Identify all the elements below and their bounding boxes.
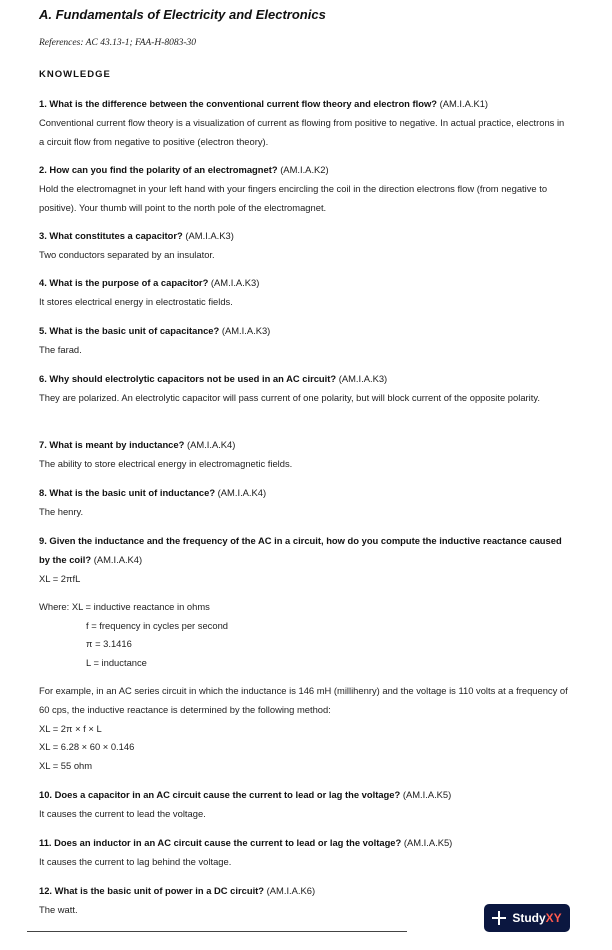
question-1: 1. What is the difference between the conventional current flow theory and electron flow? [39,98,437,109]
question-3: 3. What constitutes a capacitor? [39,230,183,241]
qa-item-6 [39,370,571,408]
brand-name [512,911,561,925]
qa-item-7 [39,436,571,474]
question-6-code: (AM.I.A.K3) [338,373,388,384]
brand-main: Study [512,911,546,925]
question-11: 11. Does an inductor in an AC circuit cause the current to lead or lag the voltage? [39,837,402,848]
definition-l: L = inductance [86,656,147,668]
qa-item-5 [39,322,571,360]
question-12-code: (AM.I.A.K6) [266,885,316,896]
definition-f: f = frequency in cycles per second [86,619,229,631]
example-intro: For example, in an AC series circuit in which the inductance is 146 mH (millihenry) and the voltage is 110 volts at a frequency of 60 cps, the inductive reactance is determined by the following method: [39,685,568,715]
answer-11: It causes the current to lag behind the voltage. [39,855,232,867]
question-8: 8. What is the basic unit of inductance? [39,487,216,498]
qa-item-4 [39,274,571,312]
definition-xl: Where: XL = inductive reactance in ohms [39,601,210,612]
answer-4: It stores electrical energy in electrostatic fields. [39,295,233,307]
question-12: 12. What is the basic unit of power in a DC circuit? [39,885,265,896]
question-4: 4. What is the purpose of a capacitor? [39,277,209,288]
question-10-code: (AM.I.A.K5) [402,789,452,800]
qa-item-10 [39,786,571,824]
question-4-code: (AM.I.A.K3) [210,277,260,288]
qa-item-11 [39,834,571,872]
question-9-code: (AM.I.A.K4) [93,553,143,565]
knowledge-heading: KNOWLEDGE [39,69,111,80]
answer-7: The ability to store electrical energy in electromagnetic fields. [39,457,293,469]
answer-5: The farad. [39,343,82,355]
answer-12: The watt. [39,903,78,915]
studyxy-badge[interactable] [484,904,570,932]
question-7: 7. What is meant by inductance? [39,439,185,450]
qa-item-2 [39,161,571,217]
references: References: AC 43.13-1; FAA-H-8083-30 [39,38,197,48]
question-11-code: (AM.I.A.K5) [403,837,453,848]
question-3-code: (AM.I.A.K3) [185,230,234,241]
qa-item-9 [39,532,571,588]
question-5-code: (AM.I.A.K3) [221,325,271,336]
question-8-code: (AM.I.A.K4) [217,487,267,498]
question-7-code: (AM.I.A.K4) [186,439,236,450]
example-step-2: XL = 6.28 × 60 × 0.146 [39,741,135,753]
question-6: 6. Why should electrolytic capacitors not be used in an AC circuit? [39,373,337,384]
question-5: 5. What is the basic unit of capacitance? [39,325,220,336]
question-2: 2. How can you find the polarity of an electromagnet? [39,164,278,175]
section-title: A. Fundamentals of Electricity and Electronics [39,7,326,22]
question-10: 10. Does a capacitor in an AC circuit cause the current to lead or lag the voltage? [39,789,401,800]
worked-example [39,682,571,776]
qa-item-3 [39,227,571,265]
answer-1: Conventional current flow theory is a visualization of current as flowing from positive to negative. In actual practice, electrons in a circuit flow from negative to positive (electron theory). [39,116,565,147]
qa-item-1 [39,95,571,151]
question-1-code: (AM.I.A.K1) [439,98,489,109]
answer-2: Hold the electromagnet in your left hand with your fingers encircling the coil in the direction electrons flow (from negative to positive). Your thumb will point to the north pole of the electromagnet. [39,182,548,213]
example-step-3: XL = 55 ohm [39,760,93,772]
answer-6: They are polarized. An electrolytic capacitor will pass current of one polarity, but will block current of the opposite polarity. [39,391,540,403]
example-step-1: XL = 2π × f × L [39,722,102,734]
answer-8: The henry. [39,505,84,517]
answer-10: It causes the current to lead the voltage. [39,807,206,819]
qa-item-8 [39,484,571,522]
definition-pi: π = 3.1416 [86,638,132,650]
question-9: 9. Given the inductance and the frequency of the AC in a circuit, how do you compute the inductive reactance caused by the coil? [39,535,562,565]
brand-accent: XY [545,911,562,925]
question-2-code: (AM.I.A.K2) [280,164,329,175]
answer-9-formula: XL = 2πfL [39,572,81,584]
answer-3: Two conductors separated by an insulator. [39,248,215,260]
footer-divider [27,931,407,932]
formula-definitions [39,598,571,672]
plus-icon [492,911,506,925]
